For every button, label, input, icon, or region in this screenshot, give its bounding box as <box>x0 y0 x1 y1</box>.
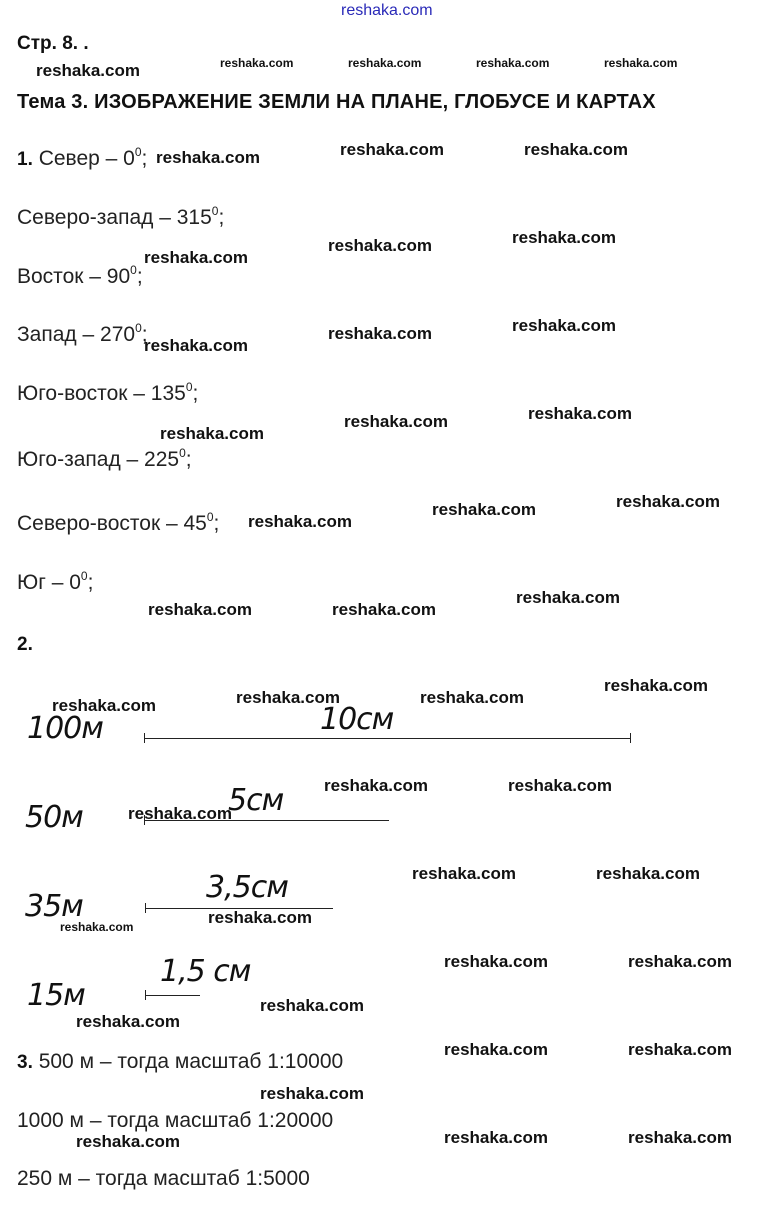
direction-tail: ; <box>141 147 148 170</box>
direction-text: Юго-запад – 225 <box>17 448 180 471</box>
watermark: reshaka.com <box>512 316 616 335</box>
watermark: reshaka.com <box>444 952 548 971</box>
direction-tail: ; <box>185 448 192 471</box>
scale-distance-15: 15м <box>27 978 85 1013</box>
direction-text: Восток – 90 <box>17 265 131 288</box>
watermark: reshaka.com <box>260 1084 364 1103</box>
task1-item-northeast <box>17 512 219 536</box>
scale-length-10: 10см <box>320 702 394 737</box>
watermark: reshaka.com <box>144 248 248 267</box>
degree-sup: 0 <box>130 263 137 277</box>
task1-item-south <box>17 571 93 595</box>
degree-sup: 0 <box>206 510 214 524</box>
watermark: reshaka.com <box>156 148 260 167</box>
watermark: reshaka.com <box>524 140 628 159</box>
direction-tail: ; <box>218 206 225 229</box>
watermark: reshaka.com <box>616 492 720 511</box>
task3-number: 3. <box>17 1052 33 1073</box>
watermark: reshaka.com <box>432 500 536 519</box>
task1-item-east <box>17 265 143 289</box>
watermark: reshaka.com <box>516 588 620 607</box>
watermark: reshaka.com <box>508 776 612 795</box>
direction-text: Север – 0 <box>38 147 135 170</box>
direction-tail: ; <box>136 265 143 288</box>
degree-sup: 0 <box>135 321 142 335</box>
direction-tail: ; <box>141 323 148 346</box>
direction-tail: ; <box>192 382 199 405</box>
scale-tick-end <box>630 733 631 743</box>
watermark: reshaka.com <box>220 56 294 70</box>
scale-length-3-5: 3,5см <box>206 870 288 905</box>
page-header: Стр. 8. . <box>17 33 89 54</box>
degree-sup: 0 <box>185 380 193 394</box>
topic-title: Тема 3. ИЗОБРАЖЕНИЕ ЗЕМЛИ НА ПЛАНЕ, ГЛОБУСЕ И КАРТАХ <box>17 91 656 113</box>
scale-length-5: 5см <box>228 783 284 818</box>
watermark: reshaka.com <box>412 864 516 883</box>
watermark: reshaka.com <box>328 236 432 255</box>
watermark: reshaka.com <box>596 864 700 883</box>
task1-item-northwest <box>17 206 224 230</box>
scale-tick-start <box>145 903 146 913</box>
scale-segment-1-5cm <box>145 995 200 996</box>
scale-tick-start <box>144 733 145 743</box>
scale-length-1-5: 1,5 см <box>160 954 251 989</box>
task3-line-3: 250 м – тогда масштаб 1:5000 <box>17 1167 310 1190</box>
task2-number: 2. <box>17 634 33 655</box>
scale-segment-10cm <box>144 738 630 739</box>
degree-sup: 0 <box>134 145 142 159</box>
task1-item-southeast <box>17 382 198 406</box>
watermark: reshaka.com <box>76 1012 180 1031</box>
watermark: reshaka.com <box>260 996 364 1015</box>
watermark: reshaka.com <box>512 228 616 247</box>
direction-text: Юг – 0 <box>17 571 81 594</box>
watermark: reshaka.com <box>444 1128 548 1147</box>
watermark: reshaka.com <box>76 1132 180 1151</box>
watermark: reshaka.com <box>528 404 632 423</box>
direction-text: Юго-восток – 135 <box>17 382 186 405</box>
watermark: reshaka.com <box>236 688 340 707</box>
task3-text: 500 м – тогда масштаб 1:10000 <box>38 1050 344 1073</box>
watermark: reshaka.com <box>128 804 232 823</box>
direction-tail: ; <box>213 512 220 535</box>
scale-tick-start <box>145 990 146 1000</box>
scale-distance-100: 100м <box>27 711 103 746</box>
task1-item-southwest <box>17 448 192 472</box>
watermark: reshaka.com <box>628 1128 732 1147</box>
watermark: reshaka.com <box>604 676 708 695</box>
task3-line-1 <box>17 1050 343 1074</box>
watermark: reshaka.com <box>420 688 524 707</box>
watermark: reshaka.com <box>60 920 134 934</box>
site-watermark-top[interactable]: reshaka.com <box>341 2 433 19</box>
task1-item-west <box>17 323 148 347</box>
watermark: reshaka.com <box>36 61 140 80</box>
task1-item-north <box>17 147 147 171</box>
task1-number: 1. <box>17 149 33 170</box>
watermark: reshaka.com <box>628 952 732 971</box>
degree-sup: 0 <box>179 446 186 460</box>
direction-text: Северо-запад – 315 <box>17 206 212 229</box>
watermark: reshaka.com <box>348 56 422 70</box>
watermark: reshaka.com <box>476 56 550 70</box>
direction-tail: ; <box>87 571 94 594</box>
watermark: reshaka.com <box>160 424 264 443</box>
watermark: reshaka.com <box>332 600 436 619</box>
watermark: reshaka.com <box>208 908 312 927</box>
watermark: reshaka.com <box>324 776 428 795</box>
direction-text: Запад – 270 <box>17 323 136 346</box>
watermark: reshaka.com <box>328 324 432 343</box>
direction-text: Северо-восток – 45 <box>17 512 207 535</box>
watermark: reshaka.com <box>444 1040 548 1059</box>
watermark: reshaka.com <box>628 1040 732 1059</box>
watermark: reshaka.com <box>344 412 448 431</box>
degree-sup: 0 <box>211 204 219 218</box>
watermark: reshaka.com <box>340 140 444 159</box>
watermark: reshaka.com <box>604 56 678 70</box>
task3-line-2: 1000 м – тогда масштаб 1:20000 <box>17 1109 334 1132</box>
watermark: reshaka.com <box>144 336 248 355</box>
watermark: reshaka.com <box>52 696 156 715</box>
watermark: reshaka.com <box>248 512 352 531</box>
scale-distance-35: 35м <box>25 889 83 924</box>
watermark: reshaka.com <box>148 600 252 619</box>
scale-distance-50: 50м <box>25 800 83 835</box>
degree-sup: 0 <box>80 569 88 583</box>
